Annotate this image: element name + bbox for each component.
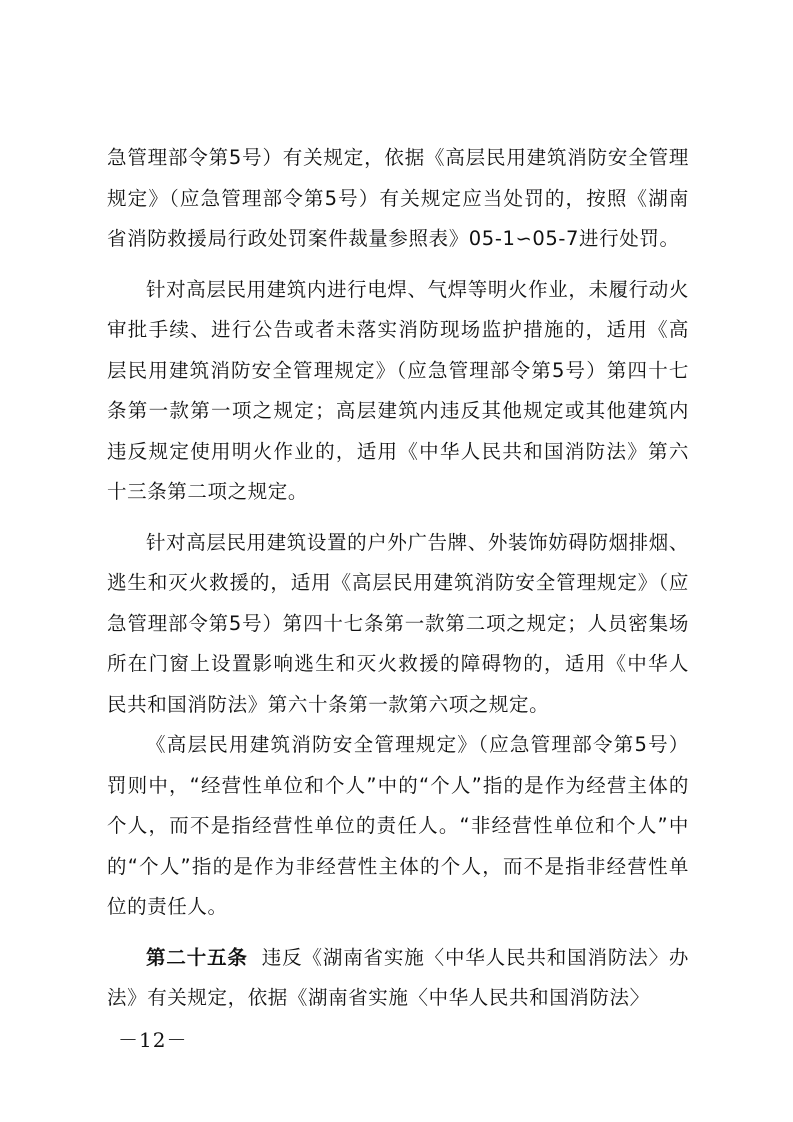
article-25 bbox=[107, 938, 689, 1019]
article-text: 违反《湖南省实施〈中华人民共和国消防法〉办法》有关规定，依据《湖南省实施〈中华人民共和国消防法〉 bbox=[107, 945, 689, 1009]
body-text bbox=[107, 138, 689, 1019]
paragraph-hot-work: 针对高层民用建筑内进行电焊、气焊等明火作业，未履行动火审批手续、进行公告或者未落实消防现场监护措施的，适用《高层民用建筑消防安全管理规定》（应急管理部令第5号）第四十七条第一款第一项之规定；高层建筑内违反其他规定或其他建筑内违反规定使用明火作业的，适用《中华人民共和国消防法》第六十三条第二项之规定。 bbox=[107, 277, 689, 503]
article-heading: 第二十五条 bbox=[146, 945, 248, 969]
paragraph-definition: 《高层民用建筑消防安全管理规定》（应急管理部令第5号）罚则中，“经营性单位和个人”中的“个人”指的是作为经营主体的个人，而不是指经营性单位的责任人。“非经营性单位和个人”中的“个人”指的是作为非经营性主体的个人，而不是指非经营性单位的责任人。 bbox=[107, 733, 689, 918]
page-number: －12－ bbox=[118, 1028, 188, 1052]
paragraph-billboard: 针对高层民用建筑设置的户外广告牌、外装饰妨碍防烟排烟、逃生和灭火救援的，适用《高层民用建筑消防安全管理规定》（应急管理部令第5号）第四十七条第一款第二项之规定；人员密集场所在门窗上设置影响逃生和灭火救援的障碍物的，适用《中华人民共和国消防法》第六十条第一款第六项之规定。 bbox=[107, 530, 689, 716]
paragraph-continuation: 急管理部令第5号）有关规定，依据《高层民用建筑消防安全管理规定》（应急管理部令第5号）有关规定应当处罚的，按照《湖南省消防救援局行政处罚案件裁量参照表》05-1∽05-7进行处罚。 bbox=[107, 146, 689, 250]
